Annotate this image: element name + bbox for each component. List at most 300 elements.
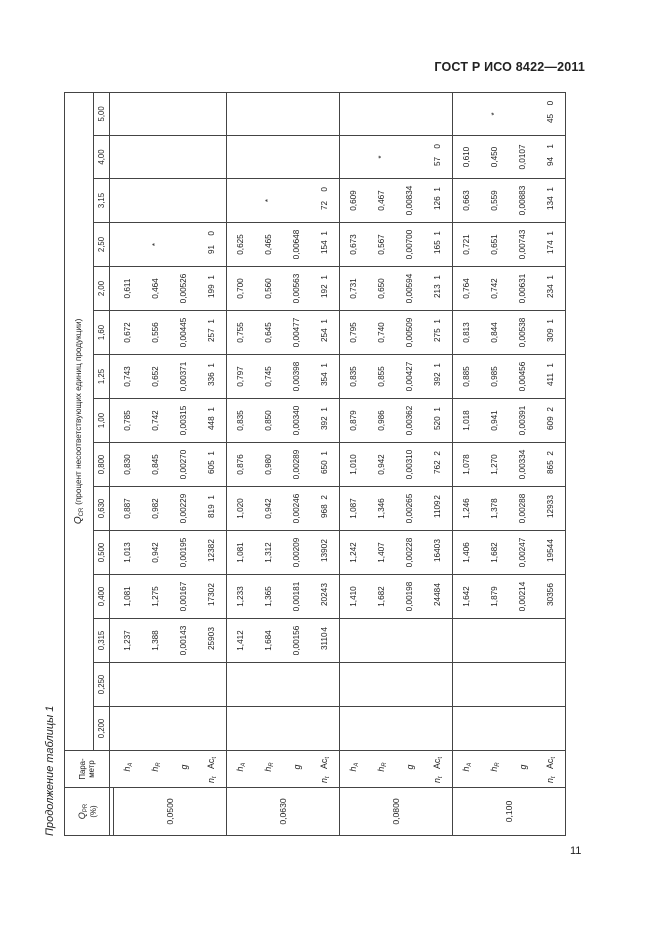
nt-ac-value (537, 223, 566, 267)
param-symbol: h (460, 766, 471, 772)
hr-value: 0,942 (368, 443, 396, 487)
param-subscript: t (324, 776, 331, 779)
hr-value: 0,742 (142, 399, 170, 443)
param-subscript: R (381, 762, 388, 767)
ac-value: 1 (433, 187, 442, 192)
hr-value: 1,378 (481, 487, 509, 531)
nt-value: 45 (546, 113, 555, 123)
ac-value: 1 (207, 407, 216, 412)
hr-value: 0,845 (142, 443, 170, 487)
empty-cell (537, 663, 566, 707)
param-subscript: A (466, 762, 473, 767)
ha-value: 0,743 (114, 355, 142, 399)
g-value: 0,00398 (283, 355, 311, 399)
nt-value: 411 (546, 372, 555, 386)
g-value: 0,00700 (396, 223, 424, 267)
g-value: 0,00427 (396, 355, 424, 399)
empty-cell (198, 136, 227, 179)
g-value: 0,00214 (509, 575, 537, 619)
param-symbol: h (375, 766, 386, 772)
hr-value: 1,270 (481, 443, 509, 487)
hr-value: 0,651 (481, 223, 509, 267)
ha-value: 1,233 (226, 575, 255, 619)
star-marker: * (368, 136, 396, 179)
empty-cell (198, 92, 227, 135)
empty-cell (114, 223, 142, 267)
nt-value: 448 (207, 416, 216, 430)
nt-ac-value (537, 92, 566, 135)
table-row (198, 92, 227, 835)
nt-ac-value (311, 267, 340, 311)
g-value: 0,00563 (283, 267, 311, 311)
qcr-column-header: 0,500 (94, 531, 110, 575)
param-ha (452, 751, 481, 788)
table-row (170, 92, 198, 835)
nt-value: 234 (546, 284, 555, 298)
param-subscript: t (550, 757, 557, 759)
g-value: 0,00538 (509, 311, 537, 355)
ha-value: 0,611 (114, 267, 142, 311)
g-value: 0,00198 (396, 575, 424, 619)
empty-cell (339, 663, 368, 707)
empty-cell (114, 663, 142, 707)
hr-value: 1,365 (255, 575, 283, 619)
nt-ac-value (311, 399, 340, 443)
hr-value: 0,450 (481, 136, 509, 179)
empty-cell (255, 136, 283, 179)
nt-value: 309 (546, 328, 555, 342)
ac-value: 2 (207, 583, 216, 588)
ha-value: 0,673 (339, 223, 368, 267)
param-subscript: R (494, 762, 501, 767)
ac-value: 1 (433, 319, 442, 324)
ac-value: 1 (207, 275, 216, 280)
table-row (452, 92, 481, 835)
hr-value: 0,941 (481, 399, 509, 443)
g-value: 0,00246 (283, 487, 311, 531)
param-subscript: t (437, 776, 444, 779)
nt-value: 392 (433, 372, 442, 386)
empty-cell (114, 136, 142, 179)
empty-cell (142, 92, 170, 135)
nt-value: 275 (433, 328, 442, 342)
empty-cell (396, 92, 424, 135)
param-subscript: A (127, 762, 134, 767)
table-row (226, 92, 255, 835)
nt-value: 3035 (546, 587, 555, 606)
ha-value: 0,835 (339, 355, 368, 399)
aq-value: 0,0500 (114, 788, 227, 836)
qcr-column-header: 0,400 (94, 575, 110, 619)
g-value: 0,00834 (396, 179, 424, 223)
star-marker: * (142, 223, 170, 267)
nt-ac-value (198, 399, 227, 443)
param-symbol: h (149, 766, 160, 772)
qcr-column-header: 2,00 (94, 267, 110, 311)
empty-cell (226, 707, 255, 751)
empty-cell (226, 179, 255, 223)
param-hr (481, 751, 509, 788)
g-value: 0,00167 (170, 575, 198, 619)
param-symbol: n (318, 778, 329, 783)
nt-value: 1293 (546, 499, 555, 518)
nt-value: 254 (320, 328, 329, 342)
empty-cell (114, 707, 142, 751)
ac-value: 1 (433, 275, 442, 280)
empty-cell (114, 179, 142, 223)
g-value: 0,00270 (170, 443, 198, 487)
nt-ac-value (198, 355, 227, 399)
g-value: 0,00340 (283, 399, 311, 443)
empty-cell (339, 92, 368, 135)
empty-cell (142, 136, 170, 179)
nt-value: 1238 (207, 543, 216, 562)
param-g (283, 751, 311, 788)
nt-ac-value (311, 443, 340, 487)
hr-value: 0,980 (255, 443, 283, 487)
nt-ac-value (424, 179, 453, 223)
empty-cell (452, 707, 481, 751)
ac-value: 1 (546, 363, 555, 368)
nt-value: 199 (207, 284, 216, 298)
nt-value: 91 (207, 244, 216, 254)
qcr-column-header: 5,00 (94, 92, 110, 135)
table-row (255, 92, 283, 835)
qcr-column-header: 1,60 (94, 311, 110, 355)
param-ha (114, 751, 142, 788)
empty-cell (311, 92, 340, 135)
param-nt (537, 751, 566, 788)
rotated-table-container (44, 92, 584, 836)
param-symbol: h (262, 766, 273, 772)
param-subscript: t (550, 776, 557, 779)
page-number: 11 (570, 845, 582, 857)
empty-cell (424, 663, 453, 707)
ha-value: 0,625 (226, 223, 255, 267)
hr-value: 1,346 (368, 487, 396, 531)
empty-cell (509, 663, 537, 707)
param-nt (198, 751, 227, 788)
param-symbol: h (347, 766, 358, 772)
nt-ac-value (537, 531, 566, 575)
nt-ac-value (537, 355, 566, 399)
ac-value: 4 (320, 627, 329, 632)
ha-value: 0,764 (452, 267, 481, 311)
g-value: 0,00445 (170, 311, 198, 355)
ac-value: 1 (320, 451, 329, 456)
qcr-column-header: 0,250 (94, 663, 110, 707)
nt-ac-value (537, 311, 566, 355)
nt-value: 213 (433, 284, 442, 298)
nt-value: 336 (207, 372, 216, 386)
empty-cell (452, 619, 481, 663)
g-value: 0,00456 (509, 355, 537, 399)
empty-cell (481, 619, 509, 663)
ha-value: 1,020 (226, 487, 255, 531)
param-symbol: h (488, 766, 499, 772)
g-value: 0,00228 (396, 531, 424, 575)
nt-ac-value (198, 311, 227, 355)
ha-value: 0,663 (452, 179, 481, 223)
nt-ac-value (424, 487, 453, 531)
nt-value: 865 (546, 460, 555, 474)
g-value: 0,00247 (509, 531, 537, 575)
empty-cell (537, 619, 566, 663)
empty-cell (283, 663, 311, 707)
empty-cell (142, 663, 170, 707)
empty-cell (481, 707, 509, 751)
nt-ac-value (311, 575, 340, 619)
nt-value: 650 (320, 460, 329, 474)
empty-cell (424, 707, 453, 751)
g-value: 0,00288 (509, 487, 537, 531)
g-value: 0,00265 (396, 487, 424, 531)
param-hr (255, 751, 283, 788)
ha-value: 1,087 (339, 487, 368, 531)
param-subscript: t (211, 776, 218, 779)
param-subscript: t (211, 757, 218, 759)
g-value: 0,00289 (283, 443, 311, 487)
ac-value: 2 (433, 495, 442, 500)
nt-value: 354 (320, 372, 329, 386)
nt-ac-value (198, 531, 227, 575)
nt-ac-value (311, 619, 340, 663)
ac-value: 2 (433, 451, 442, 456)
ha-value: 0,795 (339, 311, 368, 355)
empty-cell (198, 179, 227, 223)
nt-value: 72 (320, 200, 329, 210)
nt-value: 605 (207, 460, 216, 474)
empty-cell (339, 619, 368, 663)
ha-value: 1,018 (452, 399, 481, 443)
empty-cell (226, 663, 255, 707)
nt-value: 174 (546, 240, 555, 254)
hr-value: 0,742 (481, 267, 509, 311)
table-row (537, 92, 566, 835)
table-row (283, 92, 311, 835)
g-value: 0,00229 (170, 487, 198, 531)
empty-cell (198, 663, 227, 707)
hr-value: 0,567 (368, 223, 396, 267)
ac-value: 2 (207, 539, 216, 544)
nt-ac-value (198, 619, 227, 663)
ha-value: 0,797 (226, 355, 255, 399)
ac-value: 4 (546, 539, 555, 544)
star-marker: * (481, 92, 509, 135)
hr-value: 1,388 (142, 619, 170, 663)
qcr-column-header: 0,200 (94, 707, 110, 751)
aq-value: 0,0800 (339, 788, 452, 836)
empty-cell (283, 136, 311, 179)
nt-ac-value (537, 267, 566, 311)
param-subscript: A (240, 762, 247, 767)
param-symbol: n (544, 778, 555, 783)
param-g (396, 751, 424, 788)
nt-value: 154 (320, 240, 329, 254)
nt-ac-value (311, 223, 340, 267)
g-value: 0,00391 (509, 399, 537, 443)
ha-value: 0,731 (339, 267, 368, 311)
empty-cell (311, 136, 340, 179)
empty-cell (283, 179, 311, 223)
empty-cell (509, 92, 537, 135)
param-subscript: R (155, 762, 162, 767)
nt-ac-value (537, 443, 566, 487)
g-value: 0,00195 (170, 531, 198, 575)
ha-value: 1,642 (452, 575, 481, 619)
hr-value: 0,464 (142, 267, 170, 311)
nt-value: 520 (433, 416, 442, 430)
ac-value: 1 (433, 407, 442, 412)
nt-ac-value (198, 575, 227, 619)
empty-cell (226, 136, 255, 179)
ha-value: 1,078 (452, 443, 481, 487)
g-value: 0,00315 (170, 399, 198, 443)
empty-cell (368, 663, 396, 707)
nt-value: 94 (546, 156, 555, 166)
nt-value: 1390 (320, 543, 329, 562)
hr-value: 0,556 (142, 311, 170, 355)
ha-value: 1,410 (339, 575, 368, 619)
ac-value: 2 (320, 539, 329, 544)
nt-ac-value (424, 575, 453, 619)
nt-value: 165 (433, 240, 442, 254)
star-marker: * (255, 179, 283, 223)
empty-cell (311, 707, 340, 751)
empty-cell (255, 707, 283, 751)
empty-cell (142, 707, 170, 751)
hr-value: 0,740 (368, 311, 396, 355)
hr-value: 0,559 (481, 179, 509, 223)
ha-value: 0,721 (452, 223, 481, 267)
empty-cell (396, 136, 424, 179)
nt-value: 1954 (546, 543, 555, 562)
ac-value: 2 (320, 495, 329, 500)
empty-cell (142, 179, 170, 223)
ac-value: 1 (433, 363, 442, 368)
param-nt (424, 751, 453, 788)
ac-value: 1 (546, 275, 555, 280)
sampling-plan-table (64, 92, 566, 836)
empty-cell (424, 92, 453, 135)
ha-value: 0,755 (226, 311, 255, 355)
param-symbol: g (178, 764, 189, 770)
g-value: 0,00631 (509, 267, 537, 311)
param-g (170, 751, 198, 788)
hr-value: 0,942 (142, 531, 170, 575)
nt-ac-value (424, 443, 453, 487)
ac-value: 1 (320, 231, 329, 236)
ha-value: 1,237 (114, 619, 142, 663)
hr-value: 1,407 (368, 531, 396, 575)
empty-cell (283, 92, 311, 135)
g-value: 0,00594 (396, 267, 424, 311)
nt-ac-value (537, 136, 566, 179)
ac-value: 0 (546, 100, 555, 106)
nt-value: 1730 (207, 587, 216, 606)
empty-cell (255, 92, 283, 135)
hr-value: 0,467 (368, 179, 396, 223)
param-nt (311, 751, 340, 788)
empty-cell (396, 707, 424, 751)
hr-value: 1,879 (481, 575, 509, 619)
ha-value: 0,672 (114, 311, 142, 355)
ha-value: 0,887 (114, 487, 142, 531)
qcr-column-header: 0,800 (94, 443, 110, 487)
ha-value: 1,242 (339, 531, 368, 575)
param-symbol: Ac (544, 758, 555, 769)
ac-value: 1 (207, 363, 216, 368)
aq-value: 0,0630 (226, 788, 339, 836)
ac-value: 1 (546, 231, 555, 236)
nt-value: 1109 (433, 500, 442, 518)
g-value: 0,00883 (509, 179, 537, 223)
ha-value: 0,830 (114, 443, 142, 487)
nt-ac-value (311, 311, 340, 355)
ha-value: 1,010 (339, 443, 368, 487)
empty-cell (481, 663, 509, 707)
empty-cell (283, 707, 311, 751)
param-subscript: t (437, 757, 444, 759)
empty-cell (339, 136, 368, 179)
nt-ac-value (198, 487, 227, 531)
hr-value: 0,850 (255, 399, 283, 443)
table-row (114, 92, 142, 835)
hr-value: 0,650 (368, 267, 396, 311)
nt-value: 126 (433, 196, 442, 210)
empty-cell (509, 619, 537, 663)
nt-ac-value (311, 531, 340, 575)
g-value: 0,00526 (170, 267, 198, 311)
table-row (311, 92, 340, 835)
table-row (142, 92, 170, 835)
param-symbol: Ac (205, 758, 216, 769)
ac-value: 1 (207, 495, 216, 500)
hr-value: 1,684 (255, 619, 283, 663)
empty-cell (170, 663, 198, 707)
ac-value: 1 (320, 275, 329, 280)
nt-value: 134 (546, 196, 555, 210)
nt-ac-value (311, 179, 340, 223)
table-row (481, 92, 509, 835)
ac-value: 1 (320, 363, 329, 368)
ha-value: 1,406 (452, 531, 481, 575)
nt-ac-value (424, 399, 453, 443)
nt-ac-value (537, 179, 566, 223)
ha-value: 0,785 (114, 399, 142, 443)
hr-value: 0,560 (255, 267, 283, 311)
ac-value: 0 (433, 144, 442, 149)
qcr-column-header: 0,315 (94, 619, 110, 663)
nt-ac-value (311, 487, 340, 531)
empty-cell (198, 707, 227, 751)
param-symbol: n (431, 778, 442, 783)
empty-cell (368, 619, 396, 663)
g-value: 0,00477 (283, 311, 311, 355)
empty-cell (452, 92, 481, 135)
g-value: 0,00743 (509, 223, 537, 267)
param-ha (339, 751, 368, 788)
ac-value: 4 (433, 583, 442, 588)
hr-value: 1,312 (255, 531, 283, 575)
empty-cell (424, 619, 453, 663)
table-row (396, 92, 424, 835)
ac-value: 2 (546, 451, 555, 456)
document-header-title: ГОСТ Р ИСО 8422—2011 (434, 60, 585, 74)
g-value: 0,00648 (283, 223, 311, 267)
hr-value: 0,745 (255, 355, 283, 399)
nt-ac-value (424, 267, 453, 311)
